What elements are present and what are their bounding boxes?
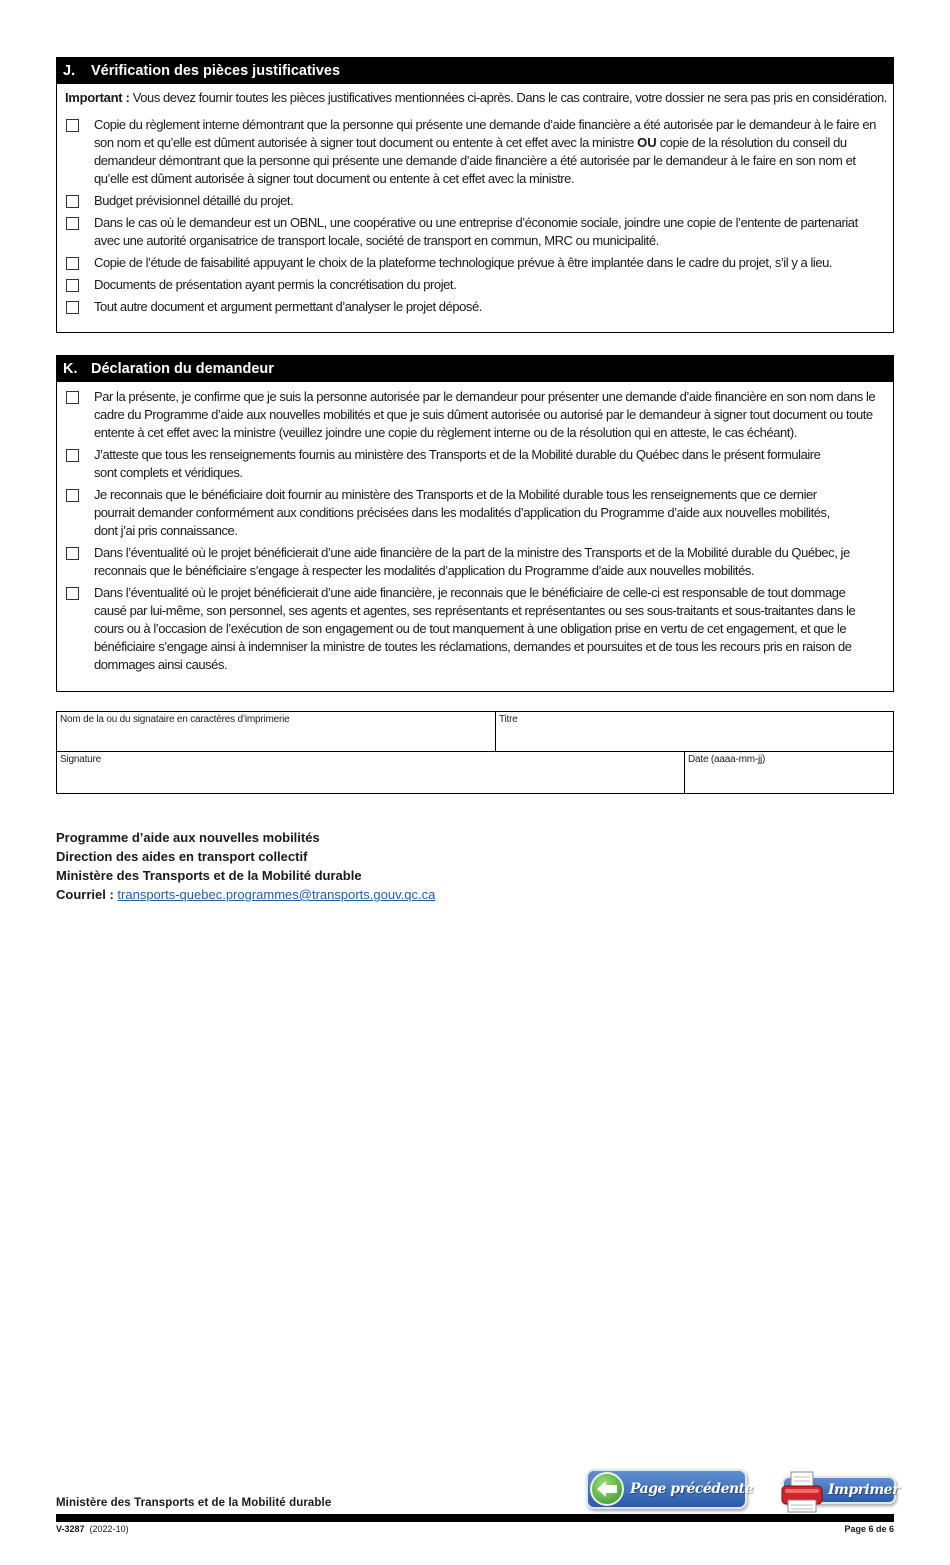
form-code-date: (2022-10) <box>89 1524 129 1534</box>
checkbox-liability[interactable] <box>66 587 79 600</box>
date-input[interactable] <box>688 772 890 790</box>
important-label: Important : <box>65 90 130 105</box>
direction-name: Direction des aides en transport collectif <box>56 849 308 864</box>
item-text <box>94 116 885 188</box>
date-label: Date (aaaa-mm-jj) <box>688 754 766 765</box>
previous-page-button[interactable] <box>586 1469 754 1509</box>
item-text: Budget prévisionnel détaillé du projet. <box>94 193 294 208</box>
signatory-name-cell <box>57 712 496 752</box>
item-text: Documents de présentation ayant permis la concrétisation du projet. <box>94 277 457 292</box>
checkbox-attestation[interactable] <box>66 449 79 462</box>
section-j-body <box>57 84 893 322</box>
item-text-part1: Copie du règlement interne démontrant que la personne qui présente une demande d’aide financière a été autorisée par le demandeur à le faire en son nom et qu’elle est dûment autorisée à signer tout document ou entente à cet effet avec la ministre <box>94 117 876 150</box>
signature-cell <box>57 752 685 793</box>
checkbox-terms[interactable] <box>66 547 79 560</box>
list-item <box>65 276 885 294</box>
item-text: Par la présente, je confirme que je suis la personne autorisée par le demandeur pour présenter une demande d’aide financière en son nom dans le cadre du Programme d’aide aux nouvelles mobilités et que je suis dûment autorisée ou autorisé par le demandeur à signer tout document ou toute entente à cet effet avec la ministre (veuillez joindre une copie du règlement interne ou de la résolution qui en atteste, le cas échéant). <box>94 389 876 440</box>
section-j-title: Vérification des pièces justificatives <box>91 63 341 79</box>
important-text: Vous devez fournir toutes les pièces justificatives mentionnées ci-après. Dans le cas contraire, votre dossier ne sera pas pris en considération. <box>129 90 887 105</box>
ministry-name: Ministère des Transports et de la Mobilité durable <box>56 868 362 883</box>
section-j-header <box>57 58 893 84</box>
list-item <box>65 298 885 316</box>
checkbox-budget[interactable] <box>66 195 79 208</box>
list-item <box>65 254 885 272</box>
list-item <box>65 446 885 482</box>
item-text: Je reconnais que le bénéficiaire doit fournir au ministère des Transports et de la Mobilité durable tous les renseignements que ce dernier pourrait demander conformément aux conditions précisées dans les modalités d’application du Programme d’aide aux nouvelles mobilités, dont j’ai pris connaissance. <box>94 487 830 538</box>
or-emphasis: OU <box>637 135 657 150</box>
title-label: Titre <box>499 714 518 725</box>
section-j-letter: J. <box>63 63 76 79</box>
item-text: Tout autre document et argument permettant d’analyser le projet déposé. <box>94 299 482 314</box>
checkbox-internal-regulation[interactable] <box>66 119 79 132</box>
signature-label: Signature <box>60 754 102 765</box>
list-item <box>65 116 885 188</box>
checkbox-presentation[interactable] <box>66 279 79 292</box>
footer-ministry: Ministère des Transports et de la Mobilité durable <box>56 1497 332 1509</box>
list-item <box>65 214 885 250</box>
checkbox-information[interactable] <box>66 489 79 502</box>
item-text: Copie de l’étude de faisabilité appuyant le choix de la plateforme technologique prévue à être implantée dans le cadre du projet, s’il y a lieu. <box>94 255 833 270</box>
program-name: Programme d’aide aux nouvelles mobilités <box>56 830 320 845</box>
email-link[interactable]: transports-quebec.programmes@transports.gouv.qc.ca <box>117 887 436 902</box>
item-text-part2: copie de la résolution du conseil du demandeur démontrant que la personne qui présente une demande d’aide financière a été autorisée par le demandeur à le faire en son nom et qu’elle est dûment autorisée à signer tout document ou entente à cet effet avec la ministre. <box>94 135 856 186</box>
checkbox-other-documents[interactable] <box>66 301 79 314</box>
back-arrow-icon <box>590 1472 624 1506</box>
list-item <box>65 486 885 540</box>
item-text: Dans l’éventualité où le projet bénéficierait d’une aide financière, je reconnais que le bénéficiaire de celle-ci est responsable de tout dommage causé par lui-même, son personnel, ses agents et agentes, ses représentants et représentantes ou ses sous-traitants et sous-traitantes dans le cours ou à l’occasion de l’exécution de son engagement ou de tout manquement à une obligation prise en vertu de cet engagement, et que le bénéficiaire s’engage ainsi à indemniser la ministre de toutes les réclamations, demandes et poursuites et de tous les recours pris en raison de dommages ainsi causés. <box>94 585 856 672</box>
contact-block <box>56 828 435 904</box>
email-line <box>56 885 435 904</box>
signatory-name-label: Nom de la ou du signataire en caractères d’imprimerie <box>60 714 290 725</box>
form-code-number: V-3287 <box>56 1524 85 1534</box>
checkbox-partnership[interactable] <box>66 217 79 230</box>
date-cell <box>685 752 893 793</box>
email-label: Courriel : <box>56 887 114 902</box>
section-k <box>56 355 894 692</box>
important-notice <box>65 89 885 107</box>
list-item <box>65 192 885 210</box>
print-label: Imprimer <box>828 1482 899 1498</box>
signatory-name-input[interactable] <box>60 730 492 748</box>
section-k-title: Déclaration du demandeur <box>91 361 274 377</box>
checkbox-feasibility[interactable] <box>66 257 79 270</box>
title-input[interactable] <box>499 730 890 748</box>
item-text: Dans le cas où le demandeur est un OBNL, une coopérative ou une entreprise d’économie sociale, joindre une copie de l’entente de partenariat avec une autorité organisatrice de transport locale, société de transport en commun, MRC ou municipalité. <box>94 215 858 248</box>
section-k-header <box>57 356 893 382</box>
form-code <box>56 1524 129 1534</box>
list-item <box>65 388 885 442</box>
previous-page-label: Page précédente <box>630 1481 754 1497</box>
section-k-letter: K. <box>63 361 78 377</box>
footer-bar <box>56 1514 894 1522</box>
section-j <box>56 57 894 333</box>
item-text: J’atteste que tous les renseignements fournis au ministère des Transports et de la Mobilité durable du Québec dans le présent formulaire sont complets et véridiques. <box>94 447 821 480</box>
page-number: Page 6 de 6 <box>844 1524 894 1534</box>
section-k-body <box>57 382 893 680</box>
signature-input[interactable] <box>60 772 681 790</box>
printer-icon <box>779 1470 829 1514</box>
title-cell <box>496 712 893 752</box>
signature-table <box>56 711 894 794</box>
checkbox-authorization[interactable] <box>66 391 79 404</box>
list-item <box>65 584 885 674</box>
item-text: Dans l’éventualité où le projet bénéficierait d’une aide financière de la part de la ministre des Transports et de la Mobilité durable du Québec, je reconnais que le bénéficiaire s’engage à respecter les modalités d’application du Programme d’aide aux nouvelles mobilités. <box>94 545 850 578</box>
list-item <box>65 544 885 580</box>
